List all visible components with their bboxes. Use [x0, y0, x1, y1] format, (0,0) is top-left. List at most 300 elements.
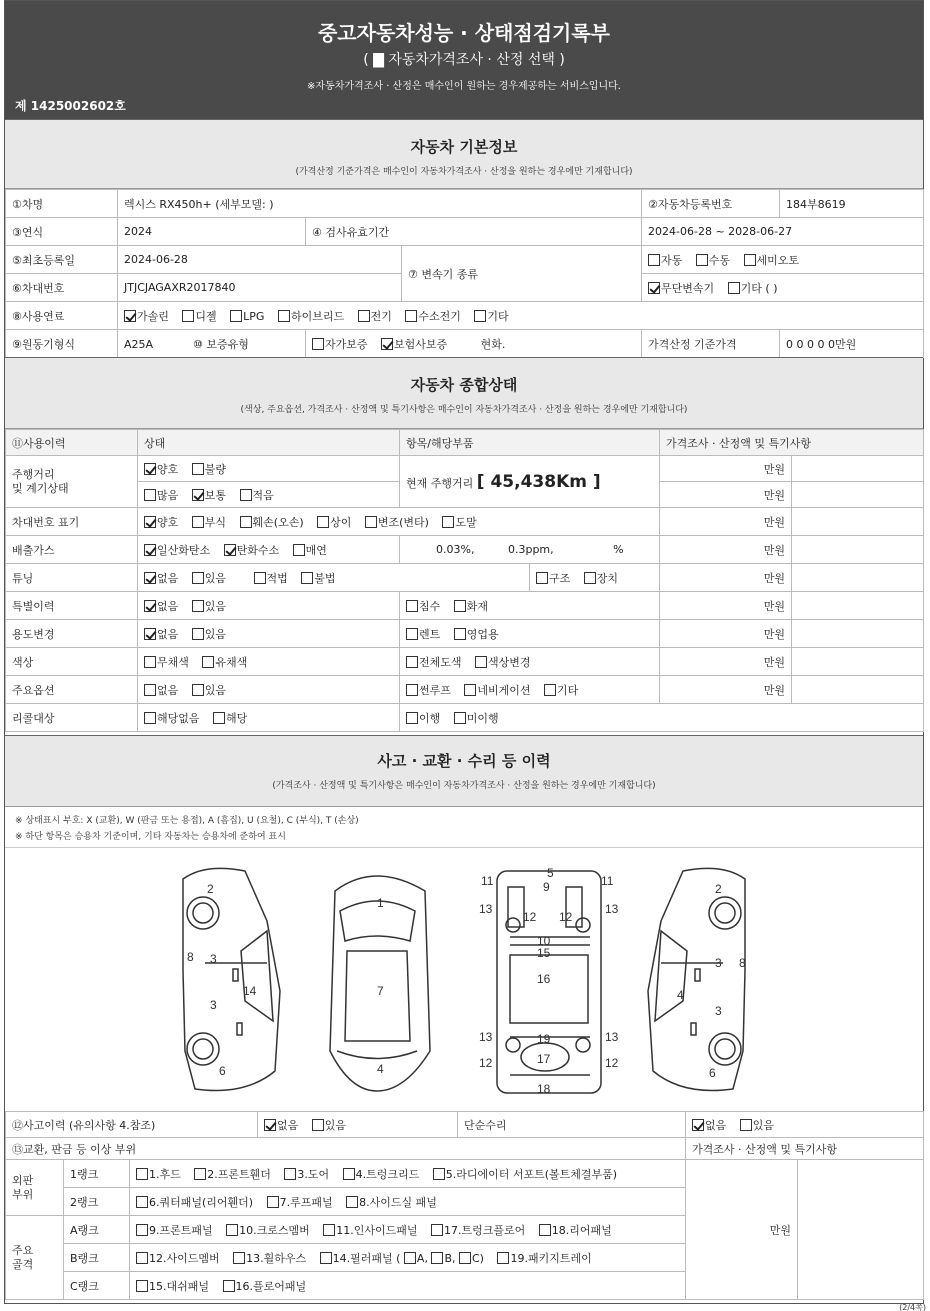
rank2-label: 2랭크 — [64, 1188, 130, 1216]
legend-codes: X (교환), W (판금 또는 용접), A (흠집), U (요철), C (부식), T (손상) — [86, 816, 359, 826]
vin-damage-checkbox[interactable] — [240, 516, 252, 528]
tuning-yes-label: 있음 — [204, 571, 227, 585]
rent-checkbox[interactable] — [406, 628, 418, 640]
warranty-ins-checkbox[interactable] — [381, 338, 393, 350]
inside-panel-checkbox[interactable] — [323, 1224, 335, 1236]
trunk-floor-checkbox[interactable] — [431, 1224, 443, 1236]
usage-none-checkbox[interactable] — [144, 628, 156, 640]
trans-auto-checkbox[interactable] — [648, 254, 660, 266]
part-label-13-front-right: 13 — [605, 902, 619, 916]
usage-yes-checkbox[interactable] — [192, 628, 204, 640]
fuel-gasoline-label: 가솔린 — [137, 309, 169, 323]
tuning-illegal-checkbox[interactable] — [301, 572, 313, 584]
trans-manual-checkbox[interactable] — [696, 254, 708, 266]
transmission-label: ⑦ 변속기 종류 — [402, 246, 642, 302]
fuel-lpg-label: LPG — [243, 309, 265, 323]
tuning-yes-checkbox[interactable] — [192, 572, 204, 584]
repair-none-checkbox[interactable] — [692, 1119, 704, 1131]
general-status-table — [5, 429, 924, 732]
quarter-panel-checkbox[interactable] — [136, 1196, 148, 1208]
trans-semi-label: 세미오토 — [756, 253, 800, 267]
document-number: 제 1425002602호 — [15, 99, 126, 113]
history-note — [792, 592, 924, 620]
fuel-hydrogen-checkbox[interactable] — [405, 310, 417, 322]
accident-history-label: ⑫사고이력 (유의사항 4.참조) — [6, 1112, 258, 1138]
trunk-lid-checkbox[interactable] — [343, 1168, 355, 1180]
flood-checkbox[interactable] — [406, 600, 418, 612]
reg-no-value: 184부8619 — [780, 190, 924, 218]
usage-change-options — [138, 620, 400, 648]
tuning-device-checkbox[interactable] — [584, 572, 596, 584]
part-label-8-right: 8 — [739, 956, 746, 970]
usage-change-label: 용도변경 — [6, 620, 138, 648]
part-label-17: 17 — [537, 1052, 551, 1066]
gauge-note — [792, 456, 924, 482]
tuning-legal-checkbox[interactable] — [254, 572, 266, 584]
flood-label: 침수 — [419, 599, 441, 613]
gauge-status — [138, 456, 400, 482]
tuning-note — [792, 564, 924, 592]
side-sill-checkbox[interactable] — [346, 1196, 358, 1208]
divider — [5, 847, 923, 848]
car-name-label: ①차명 — [6, 190, 118, 218]
rankC-label: C랭크 — [64, 1272, 130, 1300]
inside-panel-label: 11.인사이드패널 — [336, 1223, 418, 1237]
option-none-checkbox[interactable] — [144, 684, 156, 696]
history-yes-checkbox[interactable] — [192, 600, 204, 612]
part-label-6-right: 6 — [709, 1066, 716, 1080]
mileage-status — [138, 482, 400, 508]
history-none-checkbox[interactable] — [144, 600, 156, 612]
engine-value: A25A — [124, 337, 154, 351]
rank1-label: 1랭크 — [64, 1160, 130, 1188]
current-mileage-cell — [400, 456, 660, 508]
vin-diff-checkbox[interactable] — [317, 516, 329, 528]
mileage-normal-label: 보통 — [204, 488, 227, 502]
side-sill-label: 8.사이드실 패널 — [359, 1195, 437, 1209]
status-header: 상태 — [138, 430, 400, 456]
mileage-few-label: 적음 — [252, 488, 274, 502]
chro-label: 유채색 — [215, 655, 248, 669]
emission-label: 배출가스 — [6, 536, 138, 564]
pillar-a-checkbox[interactable] — [404, 1252, 416, 1264]
car-parts-diagram — [5, 851, 923, 1109]
mileage-price-unit: 만원 — [660, 482, 792, 508]
recall-done-checkbox[interactable] — [406, 712, 418, 724]
option-items — [400, 676, 660, 704]
recall-na-checkbox[interactable] — [144, 712, 156, 724]
repair-yes-checkbox[interactable] — [740, 1119, 752, 1131]
pillar-a-label: A, — [416, 1251, 428, 1265]
special-history-options — [138, 592, 400, 620]
recall-na-label: 해당없음 — [157, 711, 200, 725]
legend-prefix: ※ 상태표시 부호: — [15, 816, 87, 826]
option-yes-label: 있음 — [204, 683, 227, 697]
full-paint-checkbox[interactable] — [406, 656, 418, 668]
front-fender-checkbox[interactable] — [194, 1168, 206, 1180]
biz-label: 영업용 — [466, 627, 499, 641]
price-basis-label: 가격산정 기준가격 — [642, 330, 780, 358]
vin-smeared-label: 도말 — [455, 515, 477, 529]
navi-checkbox[interactable] — [464, 684, 476, 696]
option-etc-label: 기타 — [557, 683, 579, 697]
reg-no-label: ②자동차등록번호 — [642, 190, 780, 218]
usage-yes-label: 있음 — [204, 627, 227, 641]
color-price-unit: 만원 — [660, 648, 792, 676]
emission-values — [400, 536, 660, 564]
part-label-4-right: 4 — [677, 988, 684, 1002]
history-none-label: 없음 — [157, 599, 179, 613]
legend-line — [15, 813, 359, 826]
pillar-panel-label: 14.필러패널 ( — [332, 1251, 401, 1265]
color-label: 색상 — [6, 648, 138, 676]
vin-altered-checkbox[interactable] — [365, 516, 377, 528]
part-label-12-rear-left: 12 — [479, 1056, 493, 1070]
vin-rust-checkbox[interactable] — [192, 516, 204, 528]
floor-panel-checkbox[interactable] — [223, 1280, 235, 1292]
rank2-parts — [130, 1188, 686, 1216]
front-fender-label: 2.프론트휀더 — [207, 1167, 271, 1181]
basic-info-subtitle: (가격산정 기준가격은 매수인이 자동차가격조사 · 산정을 원하는 경우에만 기재합니다) — [295, 167, 633, 177]
accident-price-unit: 만원 — [686, 1160, 798, 1300]
achro-label: 무채색 — [157, 655, 189, 669]
tuning-price-unit: 만원 — [660, 564, 792, 592]
accident-table — [5, 1111, 924, 1300]
service-note: ※자동차가격조사 · 산정은 매수인이 원하는 경우제공하는 서비스입니다. — [307, 81, 621, 92]
accident-section-header — [5, 735, 923, 807]
accident-price-header: 가격조사 · 산정액 및 특기사항 — [686, 1138, 924, 1160]
current-mileage-label: 현재 주행거리 — [406, 476, 474, 490]
hood-checkbox[interactable] — [136, 1168, 148, 1180]
vin-damage-label: 훼손(오손) — [252, 515, 304, 529]
fuel-gasoline-checkbox[interactable] — [124, 310, 136, 322]
vin-note — [792, 508, 924, 536]
part-label-2-left: 2 — [207, 882, 214, 896]
mileage-few-checkbox[interactable] — [240, 489, 252, 501]
rankB-parts — [130, 1244, 686, 1272]
part-label-18: 18 — [537, 1082, 551, 1096]
part-label-3-right-front: 3 — [715, 956, 722, 970]
fire-checkbox[interactable] — [454, 600, 466, 612]
pillar-panel-checkbox[interactable] — [320, 1252, 332, 1264]
history-yes-label: 있음 — [204, 599, 227, 613]
part-label-1: 1 — [377, 896, 384, 910]
rear-panel-label: 18.리어패널 — [551, 1223, 612, 1237]
general-subtitle: (색상, 주요옵션, 가격조사 · 산정액 및 특기사항은 매수인이 자동차가격조사 · 산정을 원하는 경우에만 기재합니다) — [240, 405, 688, 415]
special-history-items — [400, 592, 660, 620]
dash-panel-checkbox[interactable] — [136, 1280, 148, 1292]
engine-value-cell — [118, 330, 306, 358]
gauge-good-label: 양호 — [157, 462, 179, 476]
vin-good-checkbox[interactable] — [144, 516, 156, 528]
cross-member-label: 10.크로스멤버 — [239, 1223, 310, 1237]
tuning-struct-label: 구조 — [549, 571, 571, 585]
parts-label: ⑬교환, 판금 등 이상 부위 — [6, 1138, 686, 1160]
part-label-12-rear-right: 12 — [605, 1056, 619, 1070]
emission-price-unit: 만원 — [660, 536, 792, 564]
co-checkbox[interactable] — [144, 544, 156, 556]
car-name-value: 렉시스 RX450h+ (세부모델: ) — [118, 190, 642, 218]
usage-note — [792, 620, 924, 648]
usage-price-unit: 만원 — [660, 620, 792, 648]
warranty-ins-label: 보험사보증 — [394, 337, 448, 351]
accident-yes-label: 있음 — [324, 1118, 347, 1132]
simple-repair-options — [686, 1112, 924, 1138]
general-section-header — [5, 357, 923, 429]
radiator-support-label: 5.라디에이터 서포트(볼트체결부품) — [445, 1167, 618, 1181]
accident-none-checkbox[interactable] — [264, 1119, 276, 1131]
part-label-4: 4 — [377, 1062, 384, 1076]
fuel-electric-checkbox[interactable] — [358, 310, 370, 322]
wheel-house-label: 13.휠하우스 — [246, 1251, 307, 1265]
tuning-device-label: 장치 — [596, 571, 619, 585]
year-label: ③연식 — [6, 218, 118, 246]
door-label: 3.도어 — [297, 1167, 330, 1181]
transmission-opts-1 — [642, 246, 924, 274]
mileage-many-checkbox[interactable] — [144, 489, 156, 501]
hc-value: 0.3ppm, — [507, 543, 554, 556]
option-etc-checkbox[interactable] — [544, 684, 556, 696]
chro-checkbox[interactable] — [202, 656, 214, 668]
special-history-label: 특별이력 — [6, 592, 138, 620]
price-basis-value: 0 0 0 0 0만원 — [780, 330, 924, 358]
year-value: 2024 — [118, 218, 306, 246]
fuel-label: ⑧사용연료 — [6, 302, 118, 330]
gauge-price-unit: 만원 — [660, 456, 792, 482]
recall-options — [138, 704, 400, 732]
trans-cvt-label: 무단변속기 — [661, 281, 715, 295]
pillar-b-label: B, — [444, 1251, 456, 1265]
front-panel-label: 9.프론트패널 — [149, 1223, 213, 1237]
accident-price-note — [798, 1160, 924, 1300]
door-checkbox[interactable] — [284, 1168, 296, 1180]
usage-change-items — [400, 620, 660, 648]
fuel-electric-label: 전기 — [370, 309, 392, 323]
document-header — [5, 1, 923, 119]
warranty-options — [306, 330, 642, 358]
pillar-c-label: C) — [472, 1251, 484, 1265]
vin-label: ⑥차대번호 — [6, 274, 118, 302]
fuel-diesel-checkbox[interactable] — [182, 310, 194, 322]
color-change-checkbox[interactable] — [475, 656, 487, 668]
mileage-normal-checkbox[interactable] — [192, 489, 204, 501]
cross-member-checkbox[interactable] — [226, 1224, 238, 1236]
fire-label: 화재 — [466, 599, 489, 613]
tuning-options — [138, 564, 530, 592]
accident-yes-checkbox[interactable] — [312, 1119, 324, 1131]
vin-diff-label: 상이 — [330, 515, 352, 529]
part-label-10: 10 — [537, 934, 551, 948]
side-member-checkbox[interactable] — [136, 1252, 148, 1264]
rankC-parts — [130, 1272, 686, 1300]
fuel-lpg-checkbox[interactable] — [230, 310, 242, 322]
accident-subtitle: (가격조사 · 산정액 및 특기사항은 매수인이 자동차가격조사 · 산정을 원하는 경우에만 기재합니다) — [272, 781, 656, 791]
part-label-6-left: 6 — [219, 1064, 226, 1078]
part-label-14-left: 14 — [243, 984, 257, 998]
roof-panel-checkbox[interactable] — [267, 1196, 279, 1208]
smoke-value: % — [613, 543, 624, 556]
part-label-13-front-left: 13 — [479, 902, 493, 916]
dash-panel-label: 15.대쉬패널 — [149, 1279, 209, 1293]
hc-checkbox[interactable] — [224, 544, 236, 556]
part-label-9: 9 — [543, 880, 550, 894]
side-member-label: 12.사이드멤버 — [149, 1251, 220, 1265]
sunroof-checkbox[interactable] — [406, 684, 418, 696]
smoke-label: 매연 — [305, 543, 327, 557]
rankA-label: A랭크 — [64, 1216, 130, 1244]
legend-note: ※ 하단 항목은 승용차 기준이며, 기타 자동차는 승용차에 준하여 표시 — [15, 832, 286, 842]
radiator-support-checkbox[interactable] — [433, 1168, 445, 1180]
first-reg-label: ⑤최초등록일 — [6, 246, 118, 274]
recall-applies-checkbox[interactable] — [213, 712, 225, 724]
recall-undone-checkbox[interactable] — [454, 712, 466, 724]
fuel-diesel-label: 디젤 — [195, 309, 217, 323]
tuning-illegal-label: 불법 — [314, 571, 336, 585]
inspection-period-label: ④ 검사유효기간 — [306, 218, 642, 246]
wheel-house-checkbox[interactable] — [233, 1252, 245, 1264]
part-label-12-front-right: 12 — [559, 910, 573, 924]
vin-value: JTJCJAGAXR2017840 — [118, 274, 402, 302]
page-footer: (2/4쪽) — [899, 1303, 926, 1311]
smoke-checkbox[interactable] — [293, 544, 305, 556]
current-mileage-value: [ 45,438Km ] — [476, 471, 601, 492]
inspection-period-value: 2024-06-28 ~ 2028-06-27 — [642, 218, 924, 246]
hood-label: 1.후드 — [149, 1167, 181, 1181]
tuning-type-options — [530, 564, 660, 592]
gauge-good-checkbox[interactable] — [144, 463, 156, 475]
part-label-19: 19 — [537, 1032, 551, 1046]
fuel-etc-label: 기타 — [487, 309, 509, 323]
tuning-struct-checkbox[interactable] — [536, 572, 548, 584]
option-none-label: 없음 — [157, 683, 179, 697]
part-label-15: 15 — [537, 946, 551, 960]
emission-note — [792, 536, 924, 564]
part-label-11-right: 11 — [601, 874, 614, 888]
tuning-none-checkbox[interactable] — [144, 572, 156, 584]
part-label-3-left-front: 3 — [210, 952, 217, 966]
inspection-record-page — [4, 0, 924, 1304]
mileage-label: 주행거리 및 계기상태 — [6, 456, 138, 508]
pillar-c-checkbox[interactable] — [459, 1252, 471, 1264]
fuel-etc-checkbox[interactable] — [474, 310, 486, 322]
accident-title: 사고 · 교환 · 수리 등 이력 — [377, 752, 551, 770]
item-header: 항목/해당부품 — [400, 430, 660, 456]
fuel-hybrid-label: 하이브리드 — [290, 309, 345, 323]
co-label: 일산화탄소 — [157, 543, 211, 557]
first-reg-value: 2024-06-28 — [118, 246, 402, 274]
main-frame-label: 주요 골격 — [6, 1216, 64, 1300]
gauge-bad-label: 불량 — [204, 462, 227, 476]
warranty-self-checkbox[interactable] — [312, 338, 324, 350]
part-label-7: 7 — [377, 984, 384, 998]
fuel-hybrid-checkbox[interactable] — [278, 310, 290, 322]
car-right-side-view — [648, 868, 745, 1090]
trans-etc-label: 기타 ( ) — [740, 281, 778, 295]
part-label-8-left: 8 — [187, 950, 194, 964]
general-title: 자동차 종합상태 — [410, 376, 518, 394]
engine-label: ⑨원동기형식 — [6, 330, 118, 358]
accident-history-options — [258, 1112, 458, 1138]
basic-info-table — [5, 189, 924, 358]
repair-yes-label: 있음 — [752, 1118, 775, 1132]
achro-checkbox[interactable] — [144, 656, 156, 668]
vin-rust-label: 부식 — [204, 515, 227, 529]
package-tray-label: 19.패키지트레이 — [510, 1251, 592, 1265]
tuning-legal-label: 적법 — [266, 571, 288, 585]
warranty-note: 현화. — [480, 337, 506, 351]
trunk-floor-label: 17.트렁크플로어 — [444, 1223, 526, 1237]
pillar-b-checkbox[interactable] — [431, 1252, 443, 1264]
basic-info-title: 자동차 기본정보 — [410, 138, 518, 156]
transmission-opts-2 — [642, 274, 924, 302]
part-label-12-front-left: 12 — [523, 910, 537, 924]
hc-label: 탄화수소 — [236, 543, 280, 557]
option-yes-checkbox[interactable] — [192, 684, 204, 696]
part-label-3-right-rear: 3 — [715, 1004, 722, 1018]
car-left-side-view — [183, 868, 280, 1090]
navi-label: 네비게이션 — [477, 683, 531, 697]
co-value: 0.03%, — [436, 543, 475, 556]
rankA-parts — [130, 1216, 686, 1244]
part-label-2-right: 2 — [715, 882, 722, 896]
full-paint-label: 전체도색 — [419, 655, 462, 669]
recall-items — [400, 704, 924, 732]
color-note — [792, 648, 924, 676]
tuning-label: 튜닝 — [6, 564, 138, 592]
mileage-many-label: 많음 — [157, 488, 179, 502]
vin-smeared-checkbox[interactable] — [442, 516, 454, 528]
tuning-none-label: 없음 — [157, 571, 179, 585]
usage-none-label: 없음 — [157, 627, 179, 641]
option-label: 주요옵션 — [6, 676, 138, 704]
rent-label: 렌트 — [419, 627, 441, 641]
fuel-hydrogen-label: 수소전기 — [418, 309, 461, 323]
color-items — [400, 648, 660, 676]
package-tray-checkbox[interactable] — [497, 1252, 509, 1264]
simple-repair-label: 단순수리 — [458, 1112, 686, 1138]
trans-auto-label: 자동 — [661, 253, 683, 267]
recall-applies-label: 해당 — [226, 711, 248, 725]
rankB-label: B랭크 — [64, 1244, 130, 1272]
part-label-5: 5 — [547, 866, 554, 880]
outer-panel-label: 외판 부위 — [6, 1160, 64, 1216]
history-price-unit: 만원 — [660, 592, 792, 620]
vin-altered-label: 변조(변타) — [377, 515, 429, 529]
color-change-label: 색상변경 — [488, 655, 531, 669]
part-label-13-rear-left: 13 — [479, 1030, 493, 1044]
mileage-note — [792, 482, 924, 508]
roof-panel-label: 7.루프패널 — [279, 1195, 333, 1209]
trans-manual-label: 수동 — [708, 253, 731, 267]
option-options — [138, 676, 400, 704]
emission-options — [138, 536, 400, 564]
part-label-11-left: 11 — [481, 874, 494, 888]
vin-mark-label: 차대번호 표기 — [6, 508, 138, 536]
basic-info-section-header — [5, 119, 923, 189]
trans-etc-checkbox[interactable] — [728, 282, 740, 294]
rear-panel-checkbox[interactable] — [539, 1224, 551, 1236]
trans-cvt-checkbox[interactable] — [648, 282, 660, 294]
front-panel-checkbox[interactable] — [136, 1224, 148, 1236]
gauge-bad-checkbox[interactable] — [192, 463, 204, 475]
trans-semi-checkbox[interactable] — [744, 254, 756, 266]
price-note-header: 가격조사 · 산정액 및 특기사항 — [660, 430, 924, 456]
biz-checkbox[interactable] — [454, 628, 466, 640]
rank1-parts — [130, 1160, 686, 1188]
recall-label: 리콜대상 — [6, 704, 138, 732]
repair-none-label: 없음 — [705, 1118, 727, 1132]
part-label-3-left-rear: 3 — [210, 998, 217, 1012]
